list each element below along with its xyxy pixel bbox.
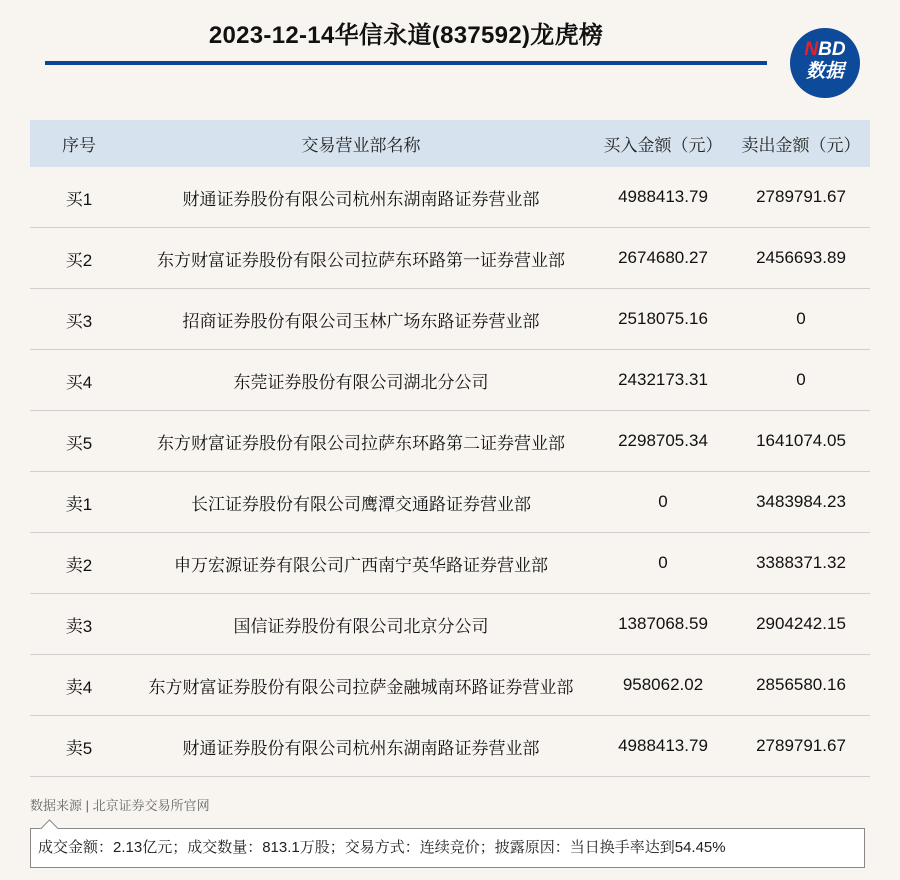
cell-sell: 2456693.89 <box>732 228 870 289</box>
cell-rank: 买4 <box>30 350 128 411</box>
cell-buy: 2432173.31 <box>594 350 732 411</box>
page-title: 2023-12-14华信永道(837592)龙虎榜 <box>208 22 604 49</box>
table-row <box>30 350 870 411</box>
table-row <box>30 289 870 350</box>
cell-rank: 买3 <box>30 289 128 350</box>
cell-rank: 卖1 <box>30 472 128 533</box>
col-header-branch: 交易营业部名称 <box>128 120 594 167</box>
nbd-logo <box>790 28 860 98</box>
cell-buy: 1387068.59 <box>594 594 732 655</box>
table-row <box>30 472 870 533</box>
cell-branch: 东方财富证券股份有限公司拉萨东环路第二证券营业部 <box>128 411 594 472</box>
cell-sell: 2789791.67 <box>732 167 870 228</box>
col-header-sell: 卖出金额（元） <box>732 120 870 167</box>
cell-branch: 财通证券股份有限公司杭州东湖南路证券营业部 <box>128 716 594 777</box>
table-row <box>30 533 870 594</box>
table-header-row <box>30 120 870 167</box>
cell-branch: 东方财富证券股份有限公司拉萨金融城南环路证券营业部 <box>128 655 594 716</box>
title-underline <box>45 61 767 65</box>
cell-buy: 2518075.16 <box>594 289 732 350</box>
cell-rank: 卖5 <box>30 716 128 777</box>
cell-sell: 1641074.05 <box>732 411 870 472</box>
cell-sell: 0 <box>732 350 870 411</box>
cell-buy: 0 <box>594 472 732 533</box>
cell-rank: 卖4 <box>30 655 128 716</box>
col-header-rank: 序号 <box>30 120 128 167</box>
trade-summary-box <box>30 828 865 868</box>
cell-rank: 买1 <box>30 167 128 228</box>
cell-rank: 买2 <box>30 228 128 289</box>
cell-buy: 0 <box>594 533 732 594</box>
cell-rank: 买5 <box>30 411 128 472</box>
cell-sell: 2904242.15 <box>732 594 870 655</box>
data-source-note: 数据来源 | 北京证券交易所官网 <box>30 798 210 813</box>
cell-buy: 4988413.79 <box>594 716 732 777</box>
cell-branch: 申万宏源证券有限公司广西南宁英华路证券营业部 <box>128 533 594 594</box>
table-row <box>30 716 870 777</box>
cell-branch: 长江证券股份有限公司鹰潭交通路证券营业部 <box>128 472 594 533</box>
cell-buy: 958062.02 <box>594 655 732 716</box>
cell-buy: 2298705.34 <box>594 411 732 472</box>
col-header-buy: 买入金额（元） <box>594 120 732 167</box>
cell-branch: 招商证券股份有限公司玉林广场东路证券营业部 <box>128 289 594 350</box>
table-row <box>30 228 870 289</box>
cell-branch: 东莞证券股份有限公司湖北分公司 <box>128 350 594 411</box>
cell-sell: 2856580.16 <box>732 655 870 716</box>
table-row <box>30 167 870 228</box>
logo-bd: BD <box>818 39 846 60</box>
table-row <box>30 594 870 655</box>
cell-branch: 东方财富证券股份有限公司拉萨东环路第一证券营业部 <box>128 228 594 289</box>
dragon-tiger-table <box>30 120 870 777</box>
cell-branch: 财通证券股份有限公司杭州东湖南路证券营业部 <box>128 167 594 228</box>
cell-branch: 国信证券股份有限公司北京分公司 <box>128 594 594 655</box>
logo-bottom-text: 数据 <box>805 61 844 82</box>
logo-n: N <box>804 39 819 60</box>
cell-rank: 卖2 <box>30 533 128 594</box>
cell-buy: 2674680.27 <box>594 228 732 289</box>
cell-sell: 3483984.23 <box>732 472 870 533</box>
table-row <box>30 411 870 472</box>
trade-summary-text: 成交金额：2.13亿元；成交数量：813.1万股；交易方式：连续竞价；披露原因：当日换手率达到54.45% <box>38 839 726 856</box>
cell-sell: 3388371.32 <box>732 533 870 594</box>
cell-sell: 2789791.67 <box>732 716 870 777</box>
cell-buy: 4988413.79 <box>594 167 732 228</box>
cell-rank: 卖3 <box>30 594 128 655</box>
logo-top-text <box>790 39 860 61</box>
table-row <box>30 655 870 716</box>
cell-sell: 0 <box>732 289 870 350</box>
